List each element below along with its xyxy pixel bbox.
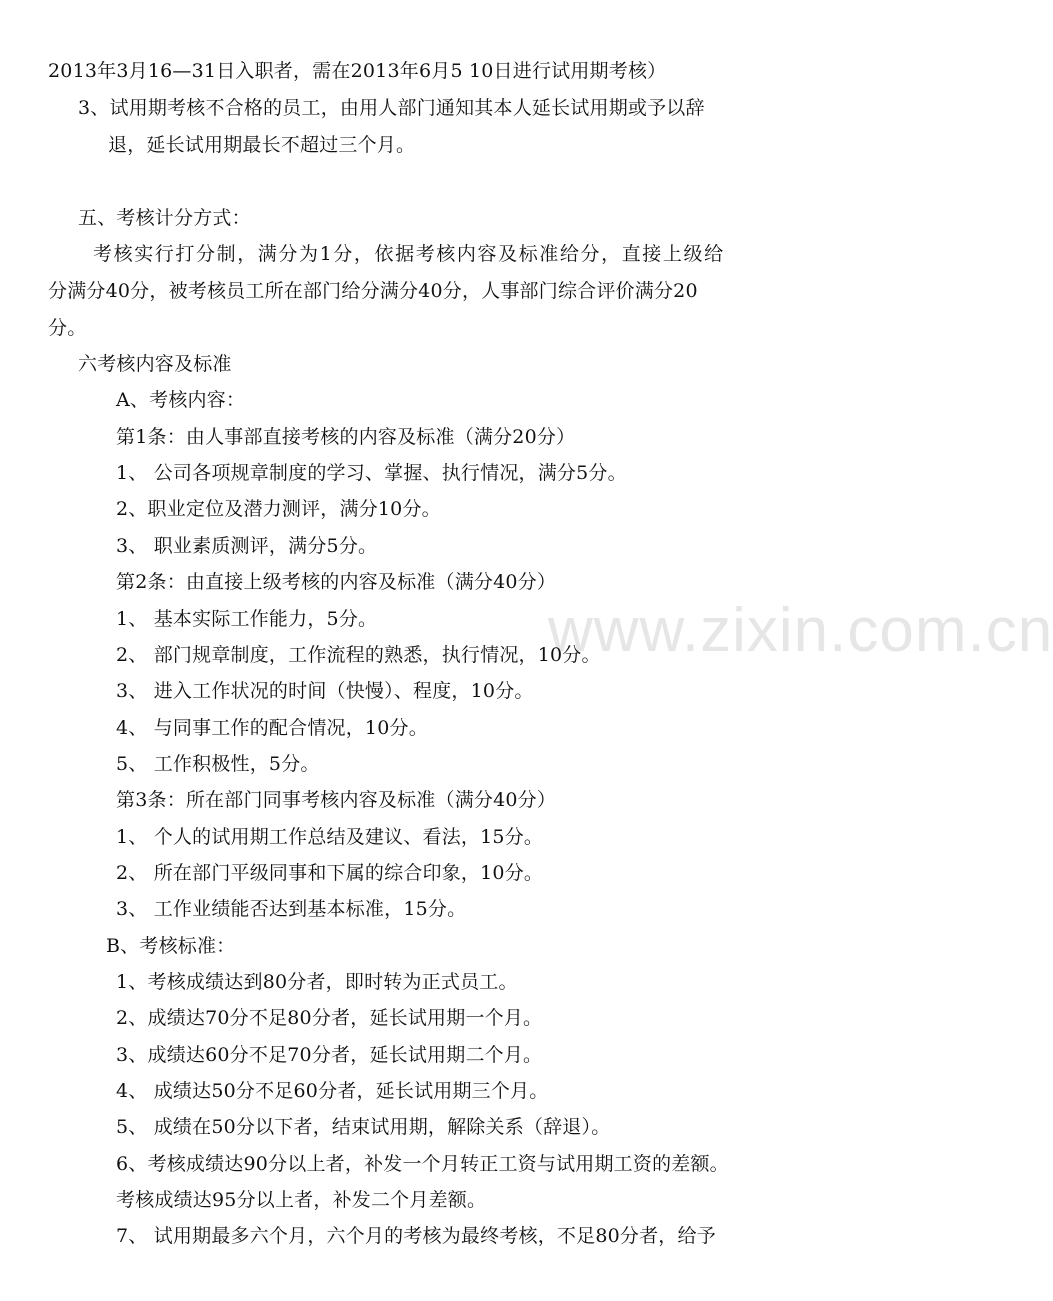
article-1-item-2: 2、职业定位及潜力测评，满分10分。 [116,498,441,520]
article-3-heading: 第3条：所在部门同事考核内容及标准（满分40分） [116,789,557,811]
subheading-standard-b: B、考核标准： [106,935,236,957]
article-2-item-5: 5、 工作积极性，5分。 [116,753,320,775]
article-2-item-1: 1、 基本实际工作能力，5分。 [116,608,378,630]
standard-item-7: 7、 试用期最多六个月，六个月的考核为最终考核，不足80分者，给予 [116,1225,716,1247]
article-2-heading: 第2条：由直接上级考核的内容及标准（满分40分） [116,571,557,593]
standard-item-5: 5、 成绩在50分以下者，结束试用期，解除关系（辞退）。 [116,1116,611,1138]
standard-item-6: 6、考核成绩达90分以上者，补发一个月转正工资与试用期工资的差额。 [116,1153,729,1175]
article-2-item-3: 3、 进入工作状况的时间（快慢）、程度，10分。 [116,680,534,702]
article-1-item-3: 3、 职业素质测评，满分5分。 [116,535,378,557]
text-line-1: 2013年3月16—31日入职者，需在2013年6月5 10日进行试用期考核） [48,60,667,82]
article-2-item-2: 2、 部门规章制度，工作流程的熟悉，执行情况，10分。 [116,644,601,666]
text-line-scoring-1: 考核实行打分制，满分为1分，依据考核内容及标准给分，直接上级给 [93,243,725,265]
article-3-item-2: 2、 所在部门平级同事和下属的综合印象，10分。 [116,862,544,884]
article-1-heading: 第1条：由人事部直接考核的内容及标准（满分20分） [116,426,576,448]
subheading-content-a: A、考核内容： [116,389,246,411]
watermark-text: www.zixin.com.cn [548,596,1053,665]
article-1-item-1: 1、 公司各项规章制度的学习、掌握、执行情况，满分5分。 [116,462,627,484]
standard-item-1: 1、考核成绩达到80分者，即时转为正式员工。 [116,971,518,993]
article-3-item-3: 3、 工作业绩能否达到基本标准，15分。 [116,898,467,920]
section-heading-content: 六考核内容及标准 [78,353,232,375]
article-3-item-1: 1、 个人的试用期工作总结及建议、看法，15分。 [116,826,544,848]
section-heading-scoring: 五、考核计分方式： [78,207,251,229]
standard-item-6-continued: 考核成绩达95分以上者，补发二个月差额。 [116,1189,487,1211]
text-line-2: 3、试用期考核不合格的员工，由用人部门通知其本人延长试用期或予以辞 [78,97,705,119]
text-line-scoring-2: 分满分40分，被考核员工所在部门给分满分40分，人事部门综合评价满分20 [48,280,698,302]
text-line-scoring-3: 分。 [48,317,87,339]
text-line-3: 退，延长试用期最长不超过三个月。 [108,134,416,156]
standard-item-3: 3、成绩达60分不足70分者，延长试用期二个月。 [116,1044,543,1066]
standard-item-2: 2、成绩达70分不足80分者，延长试用期一个月。 [116,1007,543,1029]
standard-item-4: 4、 成绩达50分不足60分者，延长试用期三个月。 [116,1080,549,1102]
article-2-item-4: 4、 与同事工作的配合情况，10分。 [116,717,428,739]
